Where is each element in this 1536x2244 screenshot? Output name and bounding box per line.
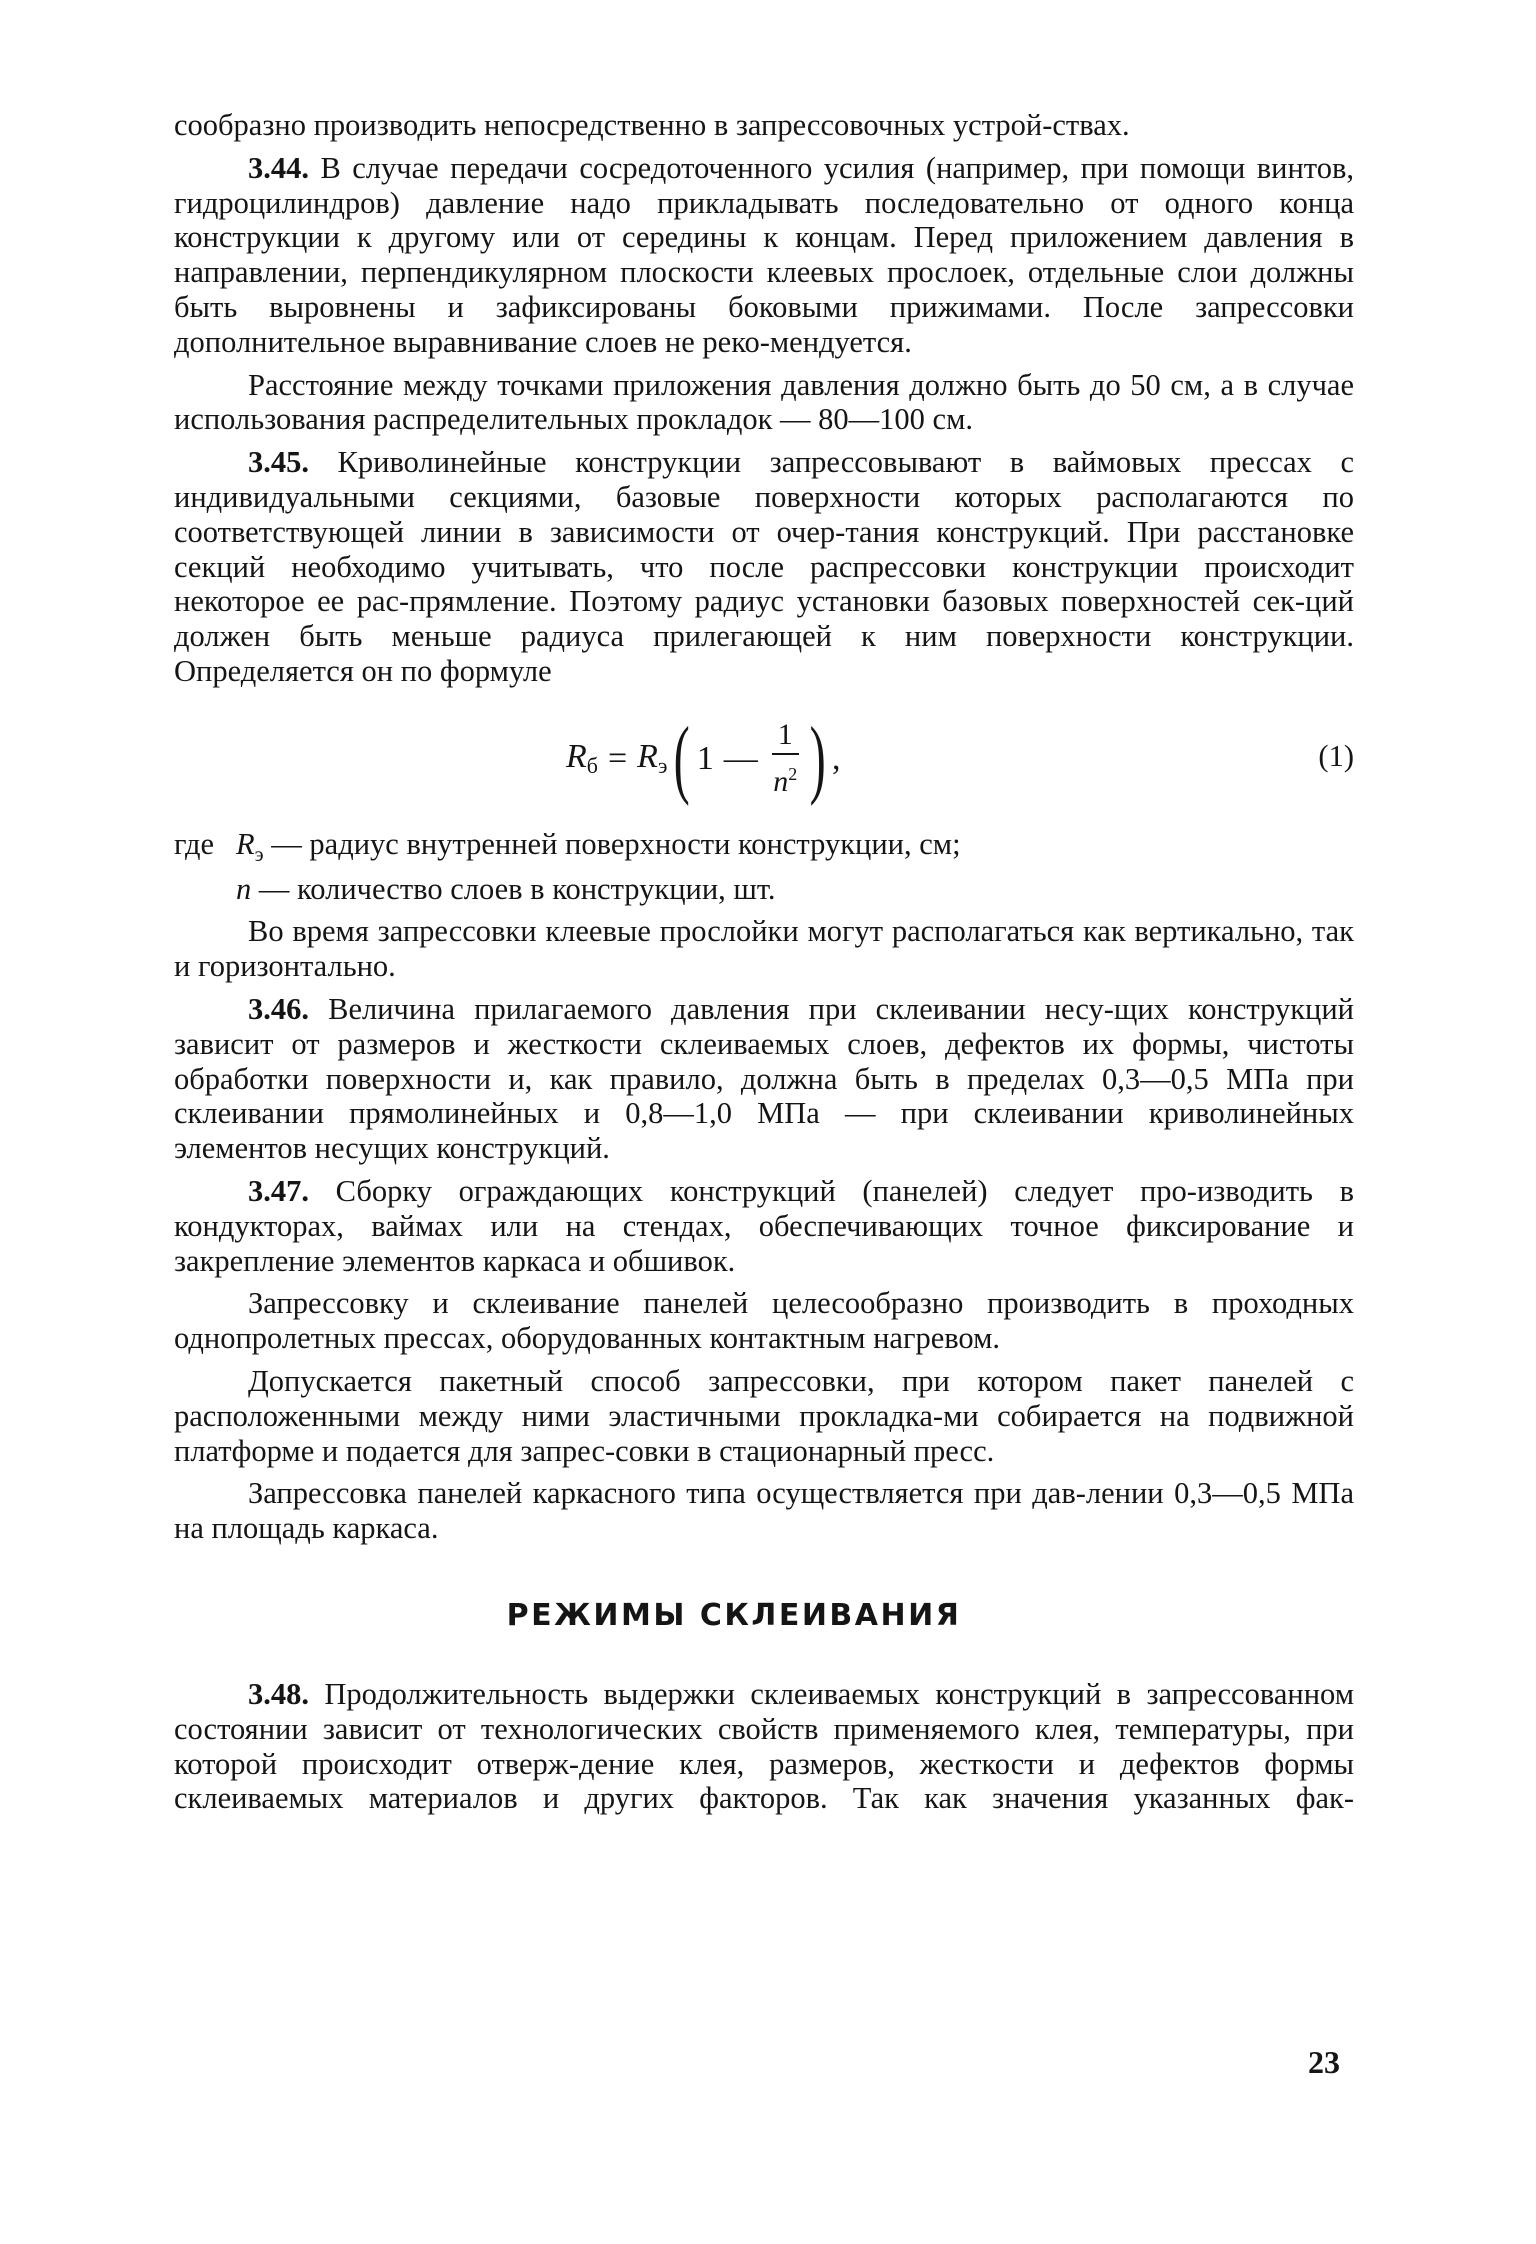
paragraph-text: Запрессовка панелей каркасного типа осуществляется при дав-лении 0,3—0,5 МПа на площадь каркаса.	[174, 1476, 1354, 1546]
page-content	[174, 108, 1354, 1816]
where-item-n	[174, 872, 1354, 907]
where-item-re	[174, 827, 1354, 872]
where-symbol: n	[236, 871, 252, 906]
paragraph-text: Запрессовку и склеивание панелей целесообразно производить в проходных однопролетных прессах, оборудованных контактным нагревом.	[174, 1286, 1354, 1356]
clause-number: 3.44.	[248, 150, 309, 185]
fraction-den-exponent: 2	[788, 763, 798, 784]
paragraph-package-method	[174, 1364, 1354, 1468]
equation-number: (1)	[1318, 738, 1354, 773]
formula-symbol: R	[637, 738, 658, 776]
where-symbol: R	[236, 826, 255, 861]
where-label: где	[174, 826, 215, 861]
section-heading: РЕЖИМЫ СКЛЕИВАНИЯ	[506, 1597, 962, 1633]
where-definition	[236, 827, 961, 872]
clause-3-44	[174, 151, 1354, 360]
formula-subscript: э	[657, 753, 668, 779]
page-number: 23	[1308, 2044, 1340, 2080]
formula-minus: —	[723, 739, 758, 777]
paragraph-orientation	[174, 914, 1354, 984]
formula-equals: =	[607, 739, 628, 777]
clause-number: 3.48.	[248, 1676, 309, 1711]
clause-number: 3.46.	[248, 992, 309, 1027]
clause-3-47	[174, 1174, 1354, 1278]
paragraph-text: Величина прилагаемого давления при склеивании несу-щих конструкций зависит от размеров и жесткости склеиваемых слоев, дефектов их формы, чистоты обработки поверхности и, как правило, должна быть в пределах 0,3—0,5 МПа при склеивании прямолинейных и 0,8—1,0 МПа — при склеивании криволинейных элементов несущих конструкций.	[174, 992, 1354, 1166]
formula-trailing-comma: ,	[832, 739, 841, 777]
paragraph-continuation	[174, 108, 1354, 143]
paragraph-text: В случае передачи сосредоточенного усилия (например, при помощи винтов, гидроцилиндров) давление надо прикладывать последовательно от одного конца конструкции к другому или от середины к концам. Перед приложением давления в направлении, перпендикулярном плоскости клеевых прослоек, отдельные слои должны быть выровнены и зафиксированы боковыми прижимами. После запрессовки дополнительное выравнивание слоев не реко-мендуется.	[174, 150, 1354, 359]
formula-rhs	[637, 738, 667, 779]
formula-one: 1	[696, 739, 714, 777]
formula-block	[174, 705, 1354, 813]
fraction-numerator: 1	[772, 719, 799, 755]
paragraph-text: Сборку ограждающих конструкций (панелей) следует про-изводить в кондукторах, ваймах или на стендах, обеспечивающих точное фиксирование и закрепление элементов каркаса и обшивок.	[174, 1174, 1354, 1278]
paragraph-text: Допускается пакетный способ запрессовки, при котором пакет панелей с расположенными между ними эластичными прокладка-ми собирается на подвижной платформе и подается для запрес-совки в стационарный пресс.	[174, 1364, 1354, 1468]
formula-subscript: б	[586, 753, 598, 779]
clause-number: 3.47.	[248, 1174, 309, 1209]
clause-number: 3.45.	[248, 445, 309, 480]
formula-paren-open: (	[674, 709, 691, 807]
paragraph-pressing-panels	[174, 1286, 1354, 1356]
formula-fraction	[772, 719, 799, 799]
clause-3-48	[174, 1677, 1354, 1816]
where-text: — радиус внутренней поверхности конструкции, см;	[263, 826, 961, 861]
fraction-denominator	[773, 755, 797, 799]
where-definition	[236, 872, 776, 907]
fraction-den-symbol: n	[773, 764, 789, 798]
paragraph-text: Продолжительность выдержки склеиваемых конструкций в запрессованном состоянии зависит от технологических свойств применяемого клея, температуры, при которой происходит отверж-дение клея, размеров, жесткости и дефектов формы склеиваемых материалов и других факторов. Так как значения указанных фак-	[174, 1676, 1354, 1816]
paragraph-text: Расстояние между точками приложения давления должно быть до 50 см, а в случае использования распределительных прокладок — 80—100 см.	[174, 367, 1354, 437]
paragraph-pressure-distance	[174, 368, 1354, 438]
where-text: — количество слоев в конструкции, шт.	[251, 871, 776, 906]
clause-3-46	[174, 992, 1354, 1166]
where-subscript: э	[254, 841, 264, 866]
formula-symbol: R	[566, 738, 587, 776]
paragraph-frame-panels	[174, 1476, 1354, 1546]
formula-paren-close: )	[809, 709, 826, 807]
formula-lhs	[566, 738, 598, 779]
paragraph-text: Криволинейные конструкции запрессовывают в ваймовых прессах с индивидуальными секциями, базовые поверхности которых располагаются по соответствующей линии в зависимости от очер-тания конструкций. При расстановке секций необходимо учитывать, что после распрессовки конструкции происходит некоторое ее рас-прямление. Поэтому радиус установки базовых поверхностей сек-ций должен быть меньше радиуса прилегающей к ним поверхности конструкции. Определяется он по формуле	[174, 445, 1354, 688]
paragraph-text: сообразно производить непосредственно в запрессовочных устрой-ствах.	[174, 108, 1130, 142]
paragraph-text: Во время запрессовки клеевые прослойки могут располагаться как вертикально, так и горизонтально.	[174, 914, 1354, 984]
formula	[566, 705, 841, 813]
clause-3-45	[174, 445, 1354, 689]
